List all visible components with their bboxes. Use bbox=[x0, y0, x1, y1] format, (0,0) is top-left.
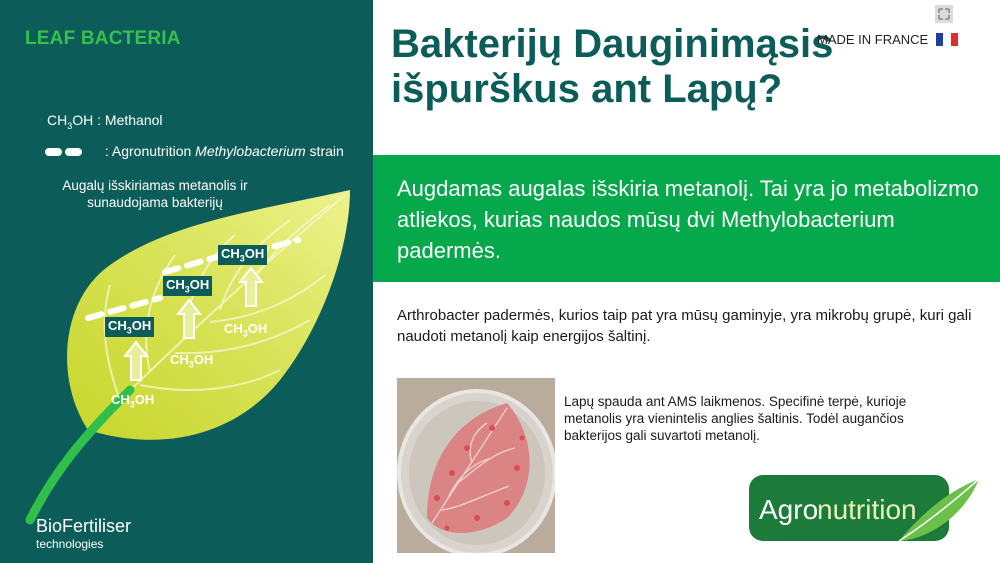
methanol-label-boxed: $CH_3OH$ bbox=[105, 317, 154, 337]
right-panel bbox=[373, 0, 1000, 563]
bacteria-pill-icon bbox=[65, 148, 82, 156]
methanol-label-boxed: $CH_3OH$ bbox=[218, 245, 267, 265]
agronutrition-logo bbox=[749, 471, 983, 547]
left-panel bbox=[0, 0, 373, 563]
logo-text-agro: Agro bbox=[759, 494, 819, 525]
legend-formula-tail: OH bbox=[72, 112, 94, 128]
up-arrow-icon bbox=[238, 266, 264, 308]
up-arrow-icon bbox=[176, 298, 202, 340]
legend-methanol-label: : Methanol bbox=[93, 112, 163, 128]
fullscreen-icon[interactable] bbox=[935, 5, 953, 23]
methanol-label: $CH_3OH$ bbox=[224, 321, 268, 339]
legend-formula: CH bbox=[47, 112, 68, 128]
biofertiliser-subtitle: technologies bbox=[36, 537, 104, 551]
up-arrow-icon bbox=[123, 340, 149, 382]
legend-strain-suffix: strain bbox=[305, 143, 344, 159]
petri-dish-photo bbox=[397, 378, 555, 553]
biofertiliser-brand: BioFertiliser bbox=[36, 516, 132, 536]
arthrobacter-paragraph: Arthrobacter padermės, kurios taip pat yra mūsų gaminyje, yra mikrobų grupė, kuri gali naudoti metanolį kaip energijos šaltinį. bbox=[397, 307, 972, 345]
methanol-label: $CH_3OH$ bbox=[170, 352, 214, 370]
logo-text-nutrition: nutrition bbox=[817, 494, 917, 525]
band-text: Augdamas augalas išskiria metanolį. Tai yra jo metabolizmo atliekos, kurias naudos mūsų dvi Methylobacterium padermės. bbox=[397, 176, 979, 263]
methanol-label: $CH_3OH$ bbox=[111, 392, 155, 410]
legend-strain-prefix: : Agronutrition bbox=[104, 143, 196, 159]
legend-formula-sub: 3 bbox=[67, 120, 73, 131]
legend-strain-italic: Methylobacterium bbox=[195, 143, 306, 159]
photo-caption: Lapų spauda ant AMS laikmenos. Specifinė terpė, kurioje metanolis yra vienintelis anglies šaltinis. Todėl augančios bakterijos gali suvartoti metanolį. bbox=[564, 394, 907, 443]
page-title: Bakterijų Dauginimąsis išpurškus ant Lapų? bbox=[391, 22, 834, 111]
leaf-bacteria-title: LEAF BACTERIA bbox=[25, 28, 181, 49]
legend-methanol bbox=[47, 112, 163, 131]
made-in-france-label: MADE IN FRANCE bbox=[817, 32, 929, 47]
leaf-caption: Augalų išskiriamas metanolis ir sunaudojama bakterijų bbox=[62, 178, 248, 210]
bacteria-pill-icon bbox=[45, 148, 62, 156]
methanol-label-boxed: $CH_3OH$ bbox=[163, 276, 212, 296]
legend-strain bbox=[45, 143, 344, 159]
france-flag-icon bbox=[936, 33, 958, 46]
green-info-band bbox=[373, 155, 1000, 282]
